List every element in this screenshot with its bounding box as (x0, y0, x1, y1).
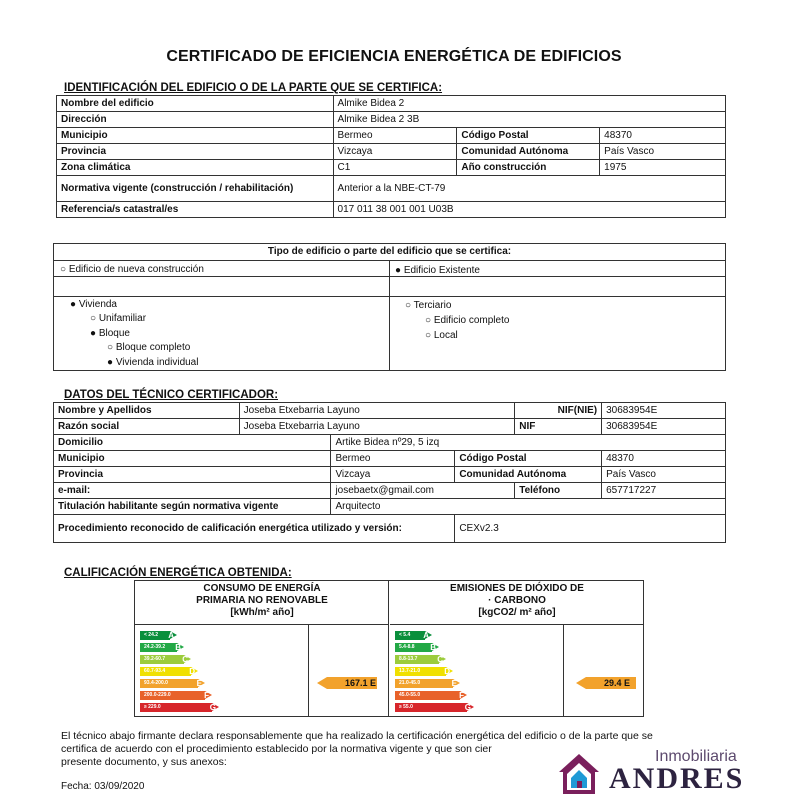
consumo-divider (308, 625, 309, 716)
consumo-scale-letter-b: B (175, 643, 181, 652)
emisiones-scale-bar-d (395, 667, 450, 676)
consumo-scale-bar-b (140, 643, 181, 652)
consumo-scale-bar-e (140, 679, 202, 688)
nif-nie-label: NIF(NIE) (515, 403, 602, 419)
table-row (54, 467, 726, 483)
consumo-scale-range-c: 39.2-60.7 (144, 656, 166, 662)
radio-edificio-existente[interactable]: ● Edificio Existente (395, 265, 480, 276)
table-row (54, 419, 726, 435)
declaracion-line-2: certifica de acuerdo con el procedimiento establecido por la normativa vigente y que son cier (61, 743, 492, 755)
zona-climatica-label: Zona climática (57, 160, 334, 176)
consumo-arrow-tip (317, 677, 327, 689)
table-row (57, 144, 726, 160)
consumo-scale-letter-e: E (196, 679, 202, 688)
consumo-title-2: PRIMARIA NO RENOVABLE (196, 595, 328, 606)
codigo-postal-label: Código Postal (457, 128, 600, 144)
identificacion-table (56, 95, 726, 218)
emisiones-scale-bar-f (395, 691, 464, 700)
emisiones-title-2: · CARBONO (488, 595, 546, 606)
consumo-panel (135, 581, 389, 716)
municipio-label: Municipio (57, 128, 334, 144)
tipo-divider (389, 261, 390, 371)
emisiones-scale-bar-b (395, 643, 436, 652)
referencia-catastral-value: 017 011 38 001 001 U03B (333, 202, 725, 218)
consumo-scale-letter-a: A (168, 631, 174, 640)
section-identificacion-heading: IDENTIFICACIÓN DEL EDIFICIO O DE LA PARTE QUE SE CERTIFICA: (64, 82, 443, 94)
emisiones-scale-letter-a: A (423, 631, 429, 640)
consumo-scale-range-f: 200.0-229.0 (144, 692, 171, 698)
emisiones-rating-arrow (586, 677, 636, 689)
nif-label: NIF (515, 419, 602, 435)
consumo-header (135, 581, 389, 625)
emisiones-scale-range-d: 13.7-21.0 (399, 668, 421, 674)
nombre-apellidos-value: Joseba Etxebarria Layuno (239, 403, 515, 419)
consumo-scale-bar-f (140, 691, 209, 700)
emisiones-scale-letter-e: E (451, 679, 457, 688)
radio-vivienda-individual[interactable]: ● Vivienda individual (107, 357, 199, 368)
referencia-catastral-label: Referencia/s catastral/es (57, 202, 334, 218)
codigo-postal-value: 48370 (600, 128, 726, 144)
nif-value: 30683954E (602, 419, 726, 435)
logo-text-inmobiliaria: Inmobiliaria (655, 748, 737, 765)
emisiones-scale-letter-f: F (459, 691, 464, 700)
emisiones-rating-value: 29.4 E (604, 678, 631, 688)
emisiones-panel (390, 581, 644, 716)
consumo-scale-bar-d (140, 667, 195, 676)
consumo-scale-range-e: 93.4-200.0 (144, 680, 168, 686)
consumo-scale-bar-g (140, 703, 216, 712)
consumo-rating-arrow (327, 677, 377, 689)
emisiones-scale-range-b: 5.4-8.8 (399, 644, 415, 650)
anio-construccion-label: Año construcción (457, 160, 600, 176)
comunidad-value: País Vasco (600, 144, 726, 160)
emisiones-scale-range-g: ≥ 55.0 (399, 704, 413, 710)
domicilio-label: Domicilio (54, 435, 331, 451)
email-label: e-mail: (54, 483, 331, 499)
consumo-scale-range-a: < 24.2 (144, 632, 159, 638)
domicilio-value: Artike Bidea nº29, 5 izq (331, 435, 726, 451)
declaracion-line-3: presente documento, y sus anexos: (61, 756, 227, 768)
section-tecnico-heading: DATOS DEL TÉCNICO CERTIFICADOR: (64, 389, 279, 401)
consumo-scale-bar-a (140, 631, 174, 640)
zona-climatica-value: C1 (333, 160, 457, 176)
razon-social-value: Joseba Etxebarria Layuno (239, 419, 515, 435)
provincia-value: Vizcaya (333, 144, 457, 160)
radio-local[interactable]: ○ Local (425, 330, 458, 341)
tecnico-provincia-value: Vizcaya (331, 467, 455, 483)
radio-edificio-completo[interactable]: ○ Edificio completo (425, 315, 510, 326)
emisiones-scale-bar-e (395, 679, 457, 688)
tecnico-cp-value: 48370 (602, 451, 726, 467)
tecnico-cp-label: Código Postal (455, 451, 602, 467)
direccion-label: Dirección (57, 112, 334, 128)
titulacion-label: Titulación habilitante según normativa vigente (54, 499, 331, 515)
normativa-value: Anterior a la NBE-CT-79 (333, 176, 725, 202)
table-row (54, 483, 726, 499)
consumo-unit: [kWh/m² año] (230, 607, 294, 618)
telefono-label: Teléfono (515, 483, 602, 499)
emisiones-scale-letter-g: G (464, 703, 471, 712)
consumo-title-1: CONSUMO DE ENERGÍA (203, 583, 321, 594)
table-row (57, 128, 726, 144)
email-value: josebaetx@gmail.com (331, 483, 515, 499)
emisiones-scale-range-e: 21.0-45.0 (399, 680, 421, 686)
emisiones-scale-letter-d: D (444, 667, 450, 676)
tecnico-comunidad-value: País Vasco (602, 467, 726, 483)
tecnico-municipio-value: Bermeo (331, 451, 455, 467)
consumo-scale-letter-c: C (182, 655, 188, 664)
emisiones-unit: [kgCO2/ m² año] (478, 607, 556, 618)
nif-nie-value: 30683954E (602, 403, 726, 419)
emisiones-scale-range-a: < 5.4 (399, 632, 411, 638)
tecnico-municipio-label: Municipio (54, 451, 331, 467)
table-row (54, 435, 726, 451)
emisiones-scale-range-f: 45.0-55.0 (399, 692, 421, 698)
table-row (57, 202, 726, 218)
consumo-scale-range-d: 60.7-93.4 (144, 668, 166, 674)
tecnico-comunidad-label: Comunidad Autónoma (455, 467, 602, 483)
anio-construccion-value: 1975 (600, 160, 726, 176)
tipo-edificio-heading: Tipo de edificio o parte del edificio que se certifica: (54, 244, 725, 261)
emisiones-divider (563, 625, 564, 716)
table-row (57, 112, 726, 128)
table-row (57, 96, 726, 112)
consumo-scale-bar-c (140, 655, 188, 664)
table-row (54, 451, 726, 467)
tecnico-table (53, 402, 726, 543)
document-title: CERTIFICADO DE EFICIENCIA ENERGÉTICA DE EDIFICIOS (166, 48, 622, 65)
nombre-edificio-label: Nombre del edificio (57, 96, 334, 112)
calificacion-box (134, 580, 644, 717)
consumo-scale-letter-d: D (189, 667, 195, 676)
nombre-apellidos-label: Nombre y Apellidos (54, 403, 240, 419)
emisiones-scale-letter-c: C (437, 655, 443, 664)
telefono-value: 657717227 (602, 483, 726, 499)
emisiones-scale-bar-g (395, 703, 471, 712)
razon-social-label: Razón social (54, 419, 240, 435)
emisiones-title-1: EMISIONES DE DIÓXIDO DE (450, 583, 584, 594)
radio-bloque[interactable]: ● Bloque (90, 328, 130, 339)
emisiones-scale-letter-b: B (430, 643, 436, 652)
normativa-label: Normativa vigente (construcción / rehabilitación) (57, 176, 334, 202)
radio-terciario[interactable]: ○ Terciario (405, 300, 452, 311)
radio-unifamiliar[interactable]: ○ Unifamiliar (90, 313, 147, 324)
emisiones-header (390, 581, 644, 625)
procedimiento-value: CEXv2.3 (455, 515, 726, 543)
table-row (57, 160, 726, 176)
table-row (54, 515, 726, 543)
direccion-value: Almike Bidea 2 3B (333, 112, 725, 128)
tipo-edificio-box (53, 243, 726, 371)
emisiones-scale-bar-c (395, 655, 443, 664)
nombre-edificio-value: Almike Bidea 2 (333, 96, 725, 112)
section-calificacion-heading: CALIFICACIÓN ENERGÉTICA OBTENIDA: (64, 567, 292, 579)
emisiones-scale-bar-a (395, 631, 429, 640)
procedimiento-label: Procedimiento reconocido de calificación energética utilizado y versión: (54, 515, 455, 543)
consumo-rating-value: 167.1 E (345, 678, 377, 688)
emisiones-arrow-tip (576, 677, 586, 689)
emisiones-scale-range-c: 8.8-13.7 (399, 656, 418, 662)
declaracion-line-1: El técnico abajo firmante declara responsablemente que ha realizado la certificación energética del edificio o de la parte que se (61, 730, 653, 742)
table-row (54, 403, 726, 419)
logo-text-andres: ANDRES (609, 762, 745, 795)
provincia-label: Provincia (57, 144, 334, 160)
inmobiliaria-logo (555, 748, 785, 798)
consumo-scale-range-b: 24.2-39.2 (144, 644, 166, 650)
titulacion-value: Arquitecto (331, 499, 726, 515)
tecnico-provincia-label: Provincia (54, 467, 331, 483)
consumo-scale-letter-f: F (204, 691, 209, 700)
radio-vivienda[interactable]: ● Vivienda (70, 299, 117, 310)
consumo-scale-range-g: ≥ 229.0 (144, 704, 161, 710)
fecha: Fecha: 03/09/2020 (61, 781, 145, 792)
table-row (57, 176, 726, 202)
radio-bloque-completo[interactable]: ○ Bloque completo (107, 342, 191, 353)
consumo-scale-letter-g: G (209, 703, 216, 712)
municipio-value: Bermeo (333, 128, 457, 144)
table-row (54, 499, 726, 515)
radio-nueva-construccion[interactable]: ○ Edificio de nueva construcción (60, 264, 204, 275)
comunidad-label: Comunidad Autónoma (457, 144, 600, 160)
